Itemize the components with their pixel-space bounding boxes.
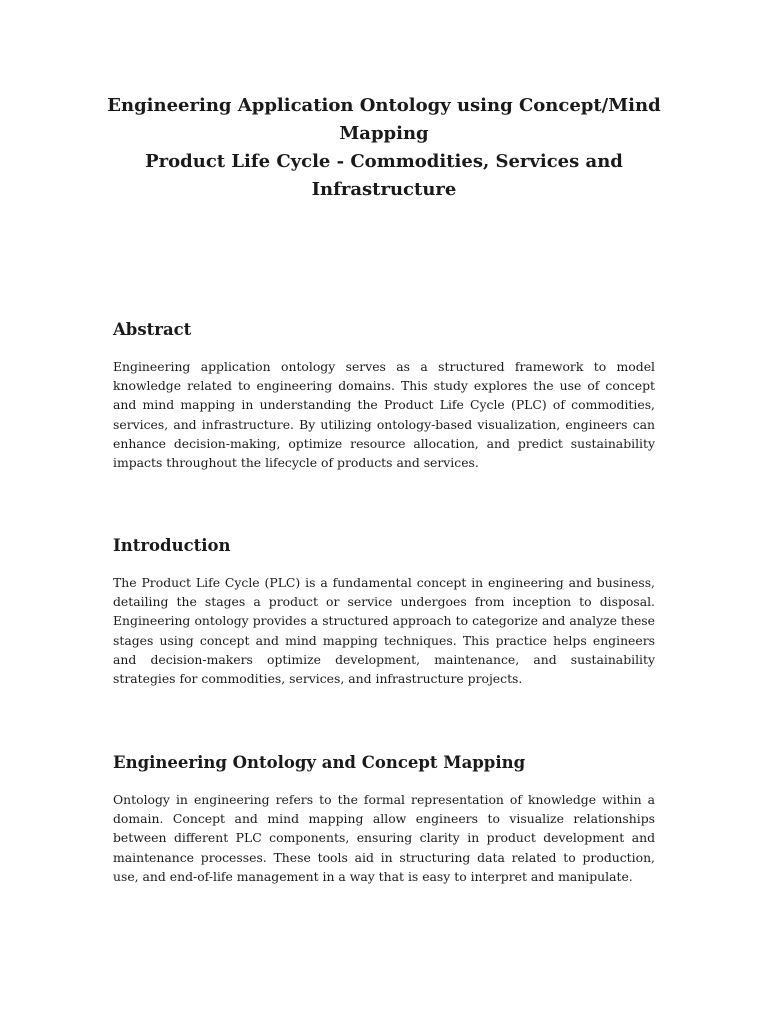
section-body: Engineering application ontology serves as a structured framework to model knowledge related to engineering domains. This study explores the use of concept and mind mapping in understanding the Product Life Cycle (PLC) of commodities, services, and infrastructure. By utilizing ontology-based visualization, engineers can enhance decision-making, optimize resource allocation, and predict sustainability impacts throughout the lifecycle of products and services.: [113, 359, 655, 471]
section-introduction: [113, 535, 655, 688]
section-abstract: [113, 319, 655, 472]
title-line: Mapping: [339, 123, 429, 144]
document-title: [100, 92, 668, 204]
section-heading: Introduction: [113, 536, 231, 555]
subtitle-line: Infrastructure: [311, 179, 457, 200]
section-body: The Product Life Cycle (PLC) is a fundamental concept in engineering and business, detailing the stages a product or service undergoes from inception to disposal. Engineering ontology provides a structured approach to categorize and analyze these stages using concept and mind mapping techniques. This practice helps engineers and decision-makers optimize development, maintenance, and sustainability strategies for commodities, services, and infrastructure projects.: [113, 575, 655, 687]
section-engineering-ontology: [113, 752, 655, 886]
section-body: Ontology in engineering refers to the formal representation of knowledge within a domain. Concept and mind mapping allow engineers to visualize relationships between different PLC components, ensuring clarity in product development and maintenance processes. These tools aid in structuring data related to production, use, and end-of-life management in a way that is easy to interpret and manipulate.: [113, 792, 655, 884]
section-heading: Abstract: [113, 320, 192, 339]
subtitle-line: Product Life Cycle - Commodities, Services and: [145, 151, 623, 172]
title-line: Engineering Application Ontology using Concept/Mind: [107, 95, 661, 116]
section-heading: Engineering Ontology and Concept Mapping: [113, 753, 526, 772]
